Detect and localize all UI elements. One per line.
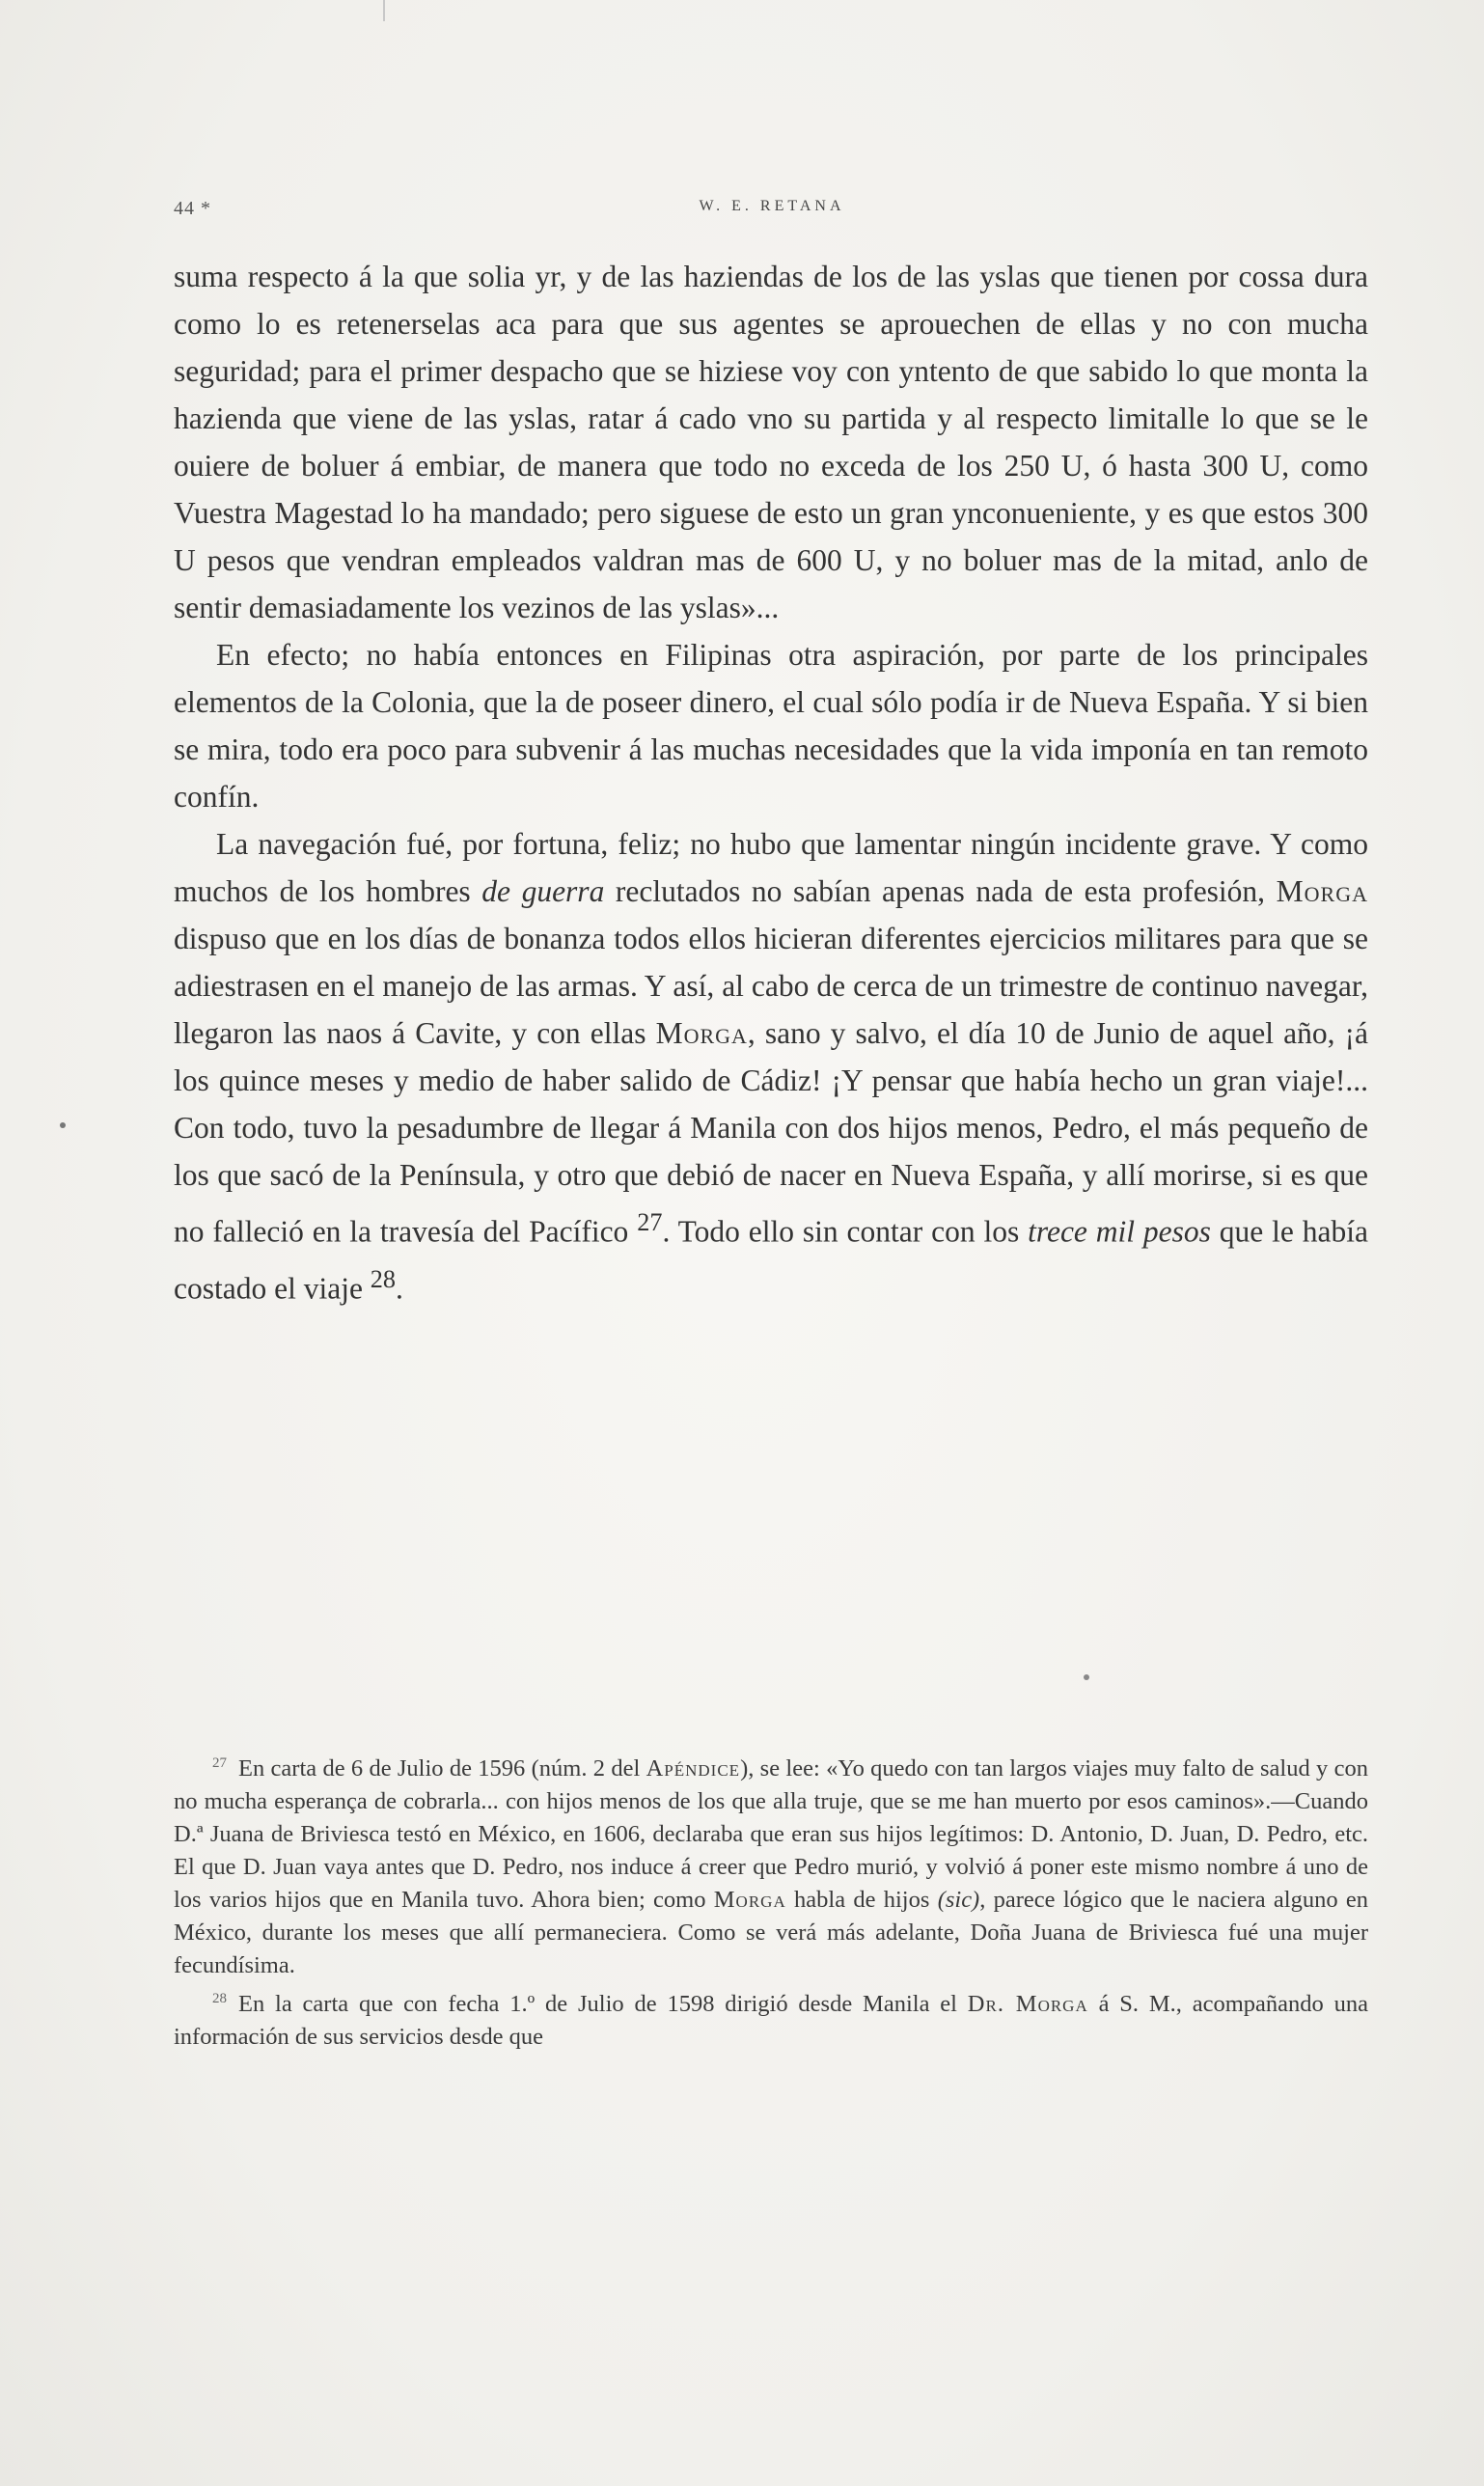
p3-italic-trece-mil-pesos: trece mil pesos [1028, 1214, 1211, 1249]
footnote-28 [174, 1982, 1368, 2054]
p3-text-6: que le había costado el viaje [174, 1214, 1368, 1305]
p3-smallcaps-morga-1: Morga [1276, 874, 1368, 908]
footnote-ref-27[interactable]: 27 [637, 1208, 663, 1236]
fn27-text-4: , parece lógico que le naciera alguno en México, durante los meses que allí permaneciera. Como se verá más adelante, Doña Juana de Briviesca fué una mujer fecundísima. [174, 1887, 1369, 1979]
p3-text-7: . [396, 1271, 403, 1305]
page-number: 44 * [174, 198, 211, 219]
fn28-smallcaps-dr-morga: Dr. Morga [967, 1991, 1088, 2018]
p3-text-4: , sano y salvo, el día 10 de Junio de aquel año, ¡á los quince meses y medio de haber salido de Cádiz! ¡Y pensar que había hecho un gran viaje!... Con todo, tuvo la pesadumbre de llegar á Manila con dos hijos menos, Pedro, el más pequeño de los que sacó de la Península, y otro que debió de nacer en Nueva España, y allí morirse, si es que no falleció en la travesía del Pacífico [174, 1016, 1368, 1249]
paragraph-2: En efecto; no había entonces en Filipinas otra aspiración, por parte de los principales elementos de la Colonia, que la de poseer dinero, el cual sólo podía ir de Nueva España. Y si bien se mira, todo era poco para subvenir á las muchas necesidades que la vida imponía en tan remoto confín. [174, 638, 1368, 814]
footnote-number-27: 27 [212, 1755, 227, 1771]
fn27-smallcaps-morga: Morga [713, 1887, 786, 1914]
fn28-text-2: á S. M., acompañando una información de sus servicios desde que [174, 1991, 1368, 2051]
margin-speck [60, 1122, 66, 1128]
fn27-italic-sic: (sic) [937, 1887, 980, 1914]
page-speck [1084, 1674, 1089, 1680]
p3-italic-de-guerra: de guerra [481, 874, 605, 908]
footnote-ref-28[interactable]: 28 [370, 1264, 397, 1293]
paragraph-1: suma respecto á la que solia yr, y de las haziendas de los de las yslas que tienen por cossa dura como lo es retenerselas aca para que sus agentes se aprouechen de ellas y no con mucha seguridad; para el primer despacho que se hiziese voy con yntento de que sabido lo que monta la hazienda que viene de las yslas, ratar á cado vno su partida y al respecto limitalle lo que se le ouiere de boluer á embiar, de manera que todo no exceda de los 250 U, ó hasta 300 U, como Vuestra Magestad lo ha mandado; pero siguese de esto un gran ynconueniente, y es que estos 300 U pesos que vendran empleados valdran mas de 600 U, y no boluer mas de la mitad, anlo de sentir demasiadamente los vezinos de las yslas»... [174, 260, 1368, 624]
p3-smallcaps-morga-2: Morga [655, 1016, 748, 1050]
footnote-27 [174, 1747, 1368, 1982]
fn27-text-3: habla de hijos [785, 1887, 938, 1914]
running-head: W. E. RETANA [699, 198, 845, 214]
paragraph-3 [174, 820, 1368, 1312]
footnotes [174, 1747, 1368, 2054]
p3-text-1: La navegación fué, por fortuna, feliz; no hubo que lamentar ningún incidente grave. Y como muchos de los hombres [174, 827, 1368, 908]
fn27-text-2: ), se lee: «Yo quedo con tan largos viajes muy falto de salud y con no mucha esperança de cobrarla... con hijos menos de los que alla truje, que se me han muerto por esos caminos».—Cuando D.ª Juana de Briviesca testó en México, en 1606, declaraba que eran sus hijos legítimos: D. Antonio, D. Juan, D. Pedro, etc. El que D. Juan vaya antes que D. Pedro, nos induce á creer que Pedro murió, y volvió á poner este mismo nombre á uno de los varios hijos que en Manila tuvo. Ahora bien; como [174, 1755, 1368, 1914]
fn28-text-1: En la carta que con fecha 1.º de Julio de 1598 dirigió desde Manila el [238, 1991, 968, 2018]
scan-artifact-line [383, 0, 385, 21]
p3-text-5: . Todo ello sin contar con los [662, 1214, 1029, 1249]
p3-text-2: reclutados no sabían apenas nada de esta profesión, [604, 874, 1277, 908]
fn27-text-1: En carta de 6 de Julio de 1596 (núm. 2 del [238, 1755, 646, 1782]
page-header [174, 198, 1370, 236]
footnote-number-28: 28 [212, 1991, 227, 2007]
p3-text-3: dispuso que en los días de bonanza todos ellos hicieran diferentes ejercicios militares para que se adiestrasen en el manejo de las armas. Y así, al cabo de cerca de un trimestre de continuo navegar, llegaron las naos á Cavite, y con ellas [174, 922, 1368, 1050]
main-text [174, 253, 1368, 1312]
fn27-smallcaps-apendice: Apéndice [646, 1755, 741, 1782]
